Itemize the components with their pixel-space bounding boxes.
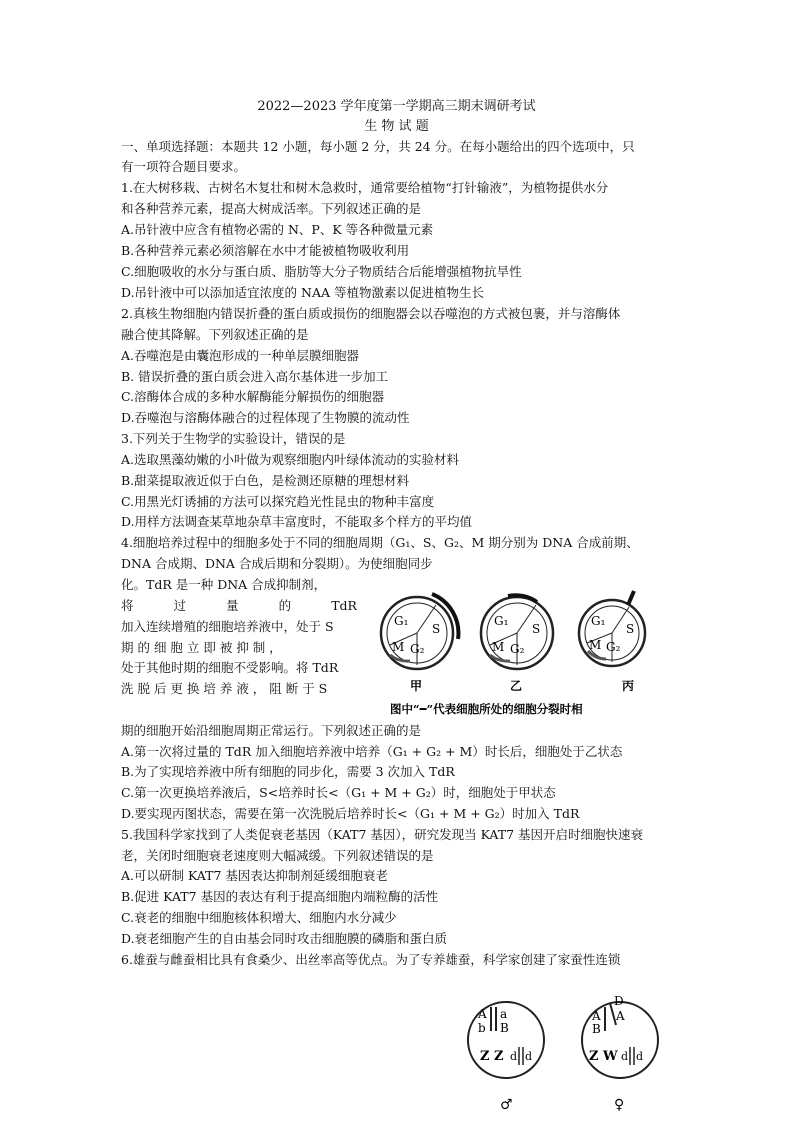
q1-stem-line2: 和各种营养元素，提高大树成活率。下列叙述正确的是 bbox=[121, 201, 422, 216]
phase-label: G₁ bbox=[394, 614, 409, 628]
section-instruction-line1: 一、单项选择题：本题共 12 小题，每小题 2 分，共 24 分。在每小题给出的四个选项中，只 bbox=[121, 139, 635, 154]
sex-chromosome-label: Z Z bbox=[480, 1049, 504, 1064]
cell-cycle-bing bbox=[579, 591, 645, 693]
cell-cycle-diagram bbox=[372, 585, 662, 720]
gene-label: A bbox=[616, 1009, 625, 1023]
q2-option-b: B. 错误折叠的蛋白质会进入高尔基体进一步加工 bbox=[121, 369, 389, 384]
q2-option-a: A.吞噬泡是由囊泡形成的一种单层膜细胞器 bbox=[121, 348, 360, 363]
q4-stem-line3: 期的细胞开始沿细胞周期正常运行。下列叙述正确的是 bbox=[121, 723, 422, 738]
gene-label: d bbox=[510, 1050, 518, 1063]
gene-label: B bbox=[500, 1021, 509, 1035]
q1-option-d: D.吊针液中可以添加适宜浓度的 NAA 等植物激素以促进植物生长 bbox=[121, 285, 484, 300]
phase-label: M bbox=[589, 638, 602, 652]
phase-label: S bbox=[626, 622, 635, 636]
figure-label-bing: 丙 bbox=[622, 679, 635, 693]
q4-word: 量 bbox=[226, 598, 239, 613]
phase-label: G₂ bbox=[606, 640, 621, 654]
q2-stem-line1: 2.真核生物细胞内错误折叠的蛋白质或损伤的细胞器会以吞噬泡的方式被包裹，并与溶酶体 bbox=[121, 306, 621, 321]
gene-label: a bbox=[500, 1007, 508, 1021]
silkworm-chromosome-figure bbox=[458, 985, 668, 1120]
q4-option-a: A.第一次将过量的 TdR 加入细胞培养液中培养（G₁ + G₂ + M）时长后，细胞处于乙状态 bbox=[121, 744, 623, 759]
gene-label: A bbox=[592, 1009, 601, 1023]
q1-option-b: B.各种营养元素必须溶解在水中才能被植物吸收利用 bbox=[121, 243, 410, 258]
q4-wrap-line1: 化。TdR 是一种 DNA 合成抑制剂， bbox=[121, 577, 327, 592]
q4-word: 过 bbox=[173, 598, 187, 613]
q4-wrap-line3: 加入连续增殖的细胞培养液中，处于 S bbox=[121, 619, 334, 634]
q4-option-c: C.第一次更换培养液后，S<培养时长<（G₁ + M + G₂）时，细胞处于甲状态 bbox=[121, 785, 556, 800]
phase-label: S bbox=[532, 622, 541, 636]
cell-cycle-yi bbox=[481, 595, 553, 693]
male-symbol: ♂ bbox=[500, 1097, 513, 1113]
q5-option-d: D.衰老细胞产生的自由基会同时攻击细胞膜的磷脂和蛋白质 bbox=[121, 931, 448, 946]
q4-wrap-line2 bbox=[121, 598, 357, 614]
q4-stem-line1: 4.细胞培养过程中的细胞多处于不同的细胞周期（G₁、S、G₂、M 期分别为 DNA 合成前期、 bbox=[121, 535, 639, 550]
q5-stem-line2: 老，关闭时细胞衰老速度则大幅减缓。下列叙述错误的是 bbox=[121, 848, 434, 863]
figure-label-jia: 甲 bbox=[410, 679, 423, 693]
chromosome-diagram bbox=[458, 985, 668, 1120]
exam-title: 2022—2023 学年度第一学期高三期末调研考试 bbox=[257, 99, 536, 114]
gene-label: d bbox=[621, 1050, 629, 1063]
cell-cycle-figure bbox=[372, 585, 662, 720]
q4-wrap-line4: 期 的 细 胞 立 即 被 抑 制 ， bbox=[121, 640, 282, 655]
cell-cycle-jia bbox=[381, 594, 458, 693]
gene-label: A bbox=[478, 1007, 487, 1021]
phase-label: M bbox=[492, 640, 505, 654]
q4-option-d: D.要实现丙图状态，需要在第一次洗脱后培养时长<（G₁ + M + G₂）时加入 TdR bbox=[121, 806, 580, 821]
q4-wrap-line6: 洗 脱 后 更 换 培 养 液 ， 阻 断 于 S bbox=[121, 681, 328, 696]
figure-caption: 图中“━”代表细胞所处的细胞分裂时相 bbox=[390, 702, 583, 716]
phase-label: S bbox=[432, 622, 441, 636]
female-symbol: ♀ bbox=[614, 1097, 625, 1113]
female-cell bbox=[582, 994, 658, 1113]
figure-label-yi: 乙 bbox=[510, 679, 523, 693]
male-cell bbox=[468, 1002, 544, 1113]
gene-label: B bbox=[592, 1022, 601, 1036]
q3-stem: 3.下列关于生物学的实验设计，错误的是 bbox=[121, 431, 346, 446]
q4-wrap-line5: 处于其他时期的细胞不受影响。将 TdR bbox=[121, 660, 339, 675]
phase-label: G₂ bbox=[410, 642, 425, 656]
q1-option-a: A.吊针液中应含有植物必需的 N、P、K 等各种微量元素 bbox=[121, 222, 434, 237]
q3-option-a: A.选取黑藻幼嫩的小叶做为观察细胞内叶绿体流动的实验材料 bbox=[121, 452, 460, 467]
gene-label: d bbox=[636, 1050, 644, 1063]
q5-option-a: A.可以研制 KAT7 基因表达抑制剂延缓细胞衰老 bbox=[121, 868, 388, 883]
q5-option-b: B.促进 KAT7 基因的表达有利于提高细胞内端粒酶的活性 bbox=[121, 889, 439, 904]
phase-label: G₂ bbox=[510, 642, 525, 656]
q3-option-d: D.用样方法调查某草地杂草丰富度时，不能取多个样方的平均值 bbox=[121, 514, 473, 529]
q4-word: 的 bbox=[278, 598, 292, 613]
q2-option-d: D.吞噬泡与溶酶体融合的过程体现了生物膜的流动性 bbox=[121, 410, 410, 425]
q2-option-c: C.溶酶体合成的多种水解酶能分解损伤的细胞器 bbox=[121, 389, 385, 404]
q4-word: 将 bbox=[121, 598, 134, 613]
sex-chromosome-label: Z W bbox=[589, 1049, 618, 1064]
q3-option-b: B.甜菜提取液近似于白色，是检测还原糖的理想材料 bbox=[121, 473, 410, 488]
q1-option-c: C.细胞吸收的水分与蛋白质、脂肪等大分子物质结合后能增强植物抗旱性 bbox=[121, 264, 522, 279]
gene-label: b bbox=[478, 1021, 486, 1035]
q4-stem-line2: DNA 合成期、DNA 合成后期和分裂期）。为使细胞同步 bbox=[121, 556, 433, 571]
subject-title: 生 物 试 题 bbox=[364, 119, 429, 134]
gene-label: d bbox=[525, 1050, 533, 1063]
q5-option-c: C.衰老的细胞中细胞核体积增大、细胞内水分减少 bbox=[121, 910, 397, 925]
q1-stem-line1: 1.在大树移栽、古树名木复壮和树木急救时，通常要给植物“打针输液”，为植物提供水分 bbox=[121, 180, 609, 195]
section-instruction-line2: 有一项符合题目要求。 bbox=[121, 159, 247, 174]
q5-stem-line1: 5.我国科学家找到了人类促衰老基因（KAT7 基因），研究发现当 KAT7 基因开启时细胞快速衰 bbox=[121, 827, 644, 842]
q6-stem: 6.雄蚕与雌蚕相比具有食桑少、出丝率高等优点。为了专养雄蚕，科学家创建了家蚕性连锁 bbox=[121, 952, 621, 967]
q4-word: TdR bbox=[331, 598, 357, 613]
phase-label: M bbox=[392, 640, 405, 654]
q4-option-b: B.为了实现培养液中所有细胞的同步化，需要 3 次加入 TdR bbox=[121, 764, 455, 779]
phase-label: G₁ bbox=[591, 614, 606, 628]
phase-label: G₁ bbox=[494, 614, 509, 628]
gene-label: D bbox=[614, 994, 624, 1008]
q2-stem-line2: 融合使其降解。下列叙述正确的是 bbox=[121, 327, 309, 342]
q3-option-c: C.用黑光灯诱捕的方法可以探究趋光性昆虫的物种丰富度 bbox=[121, 494, 435, 509]
